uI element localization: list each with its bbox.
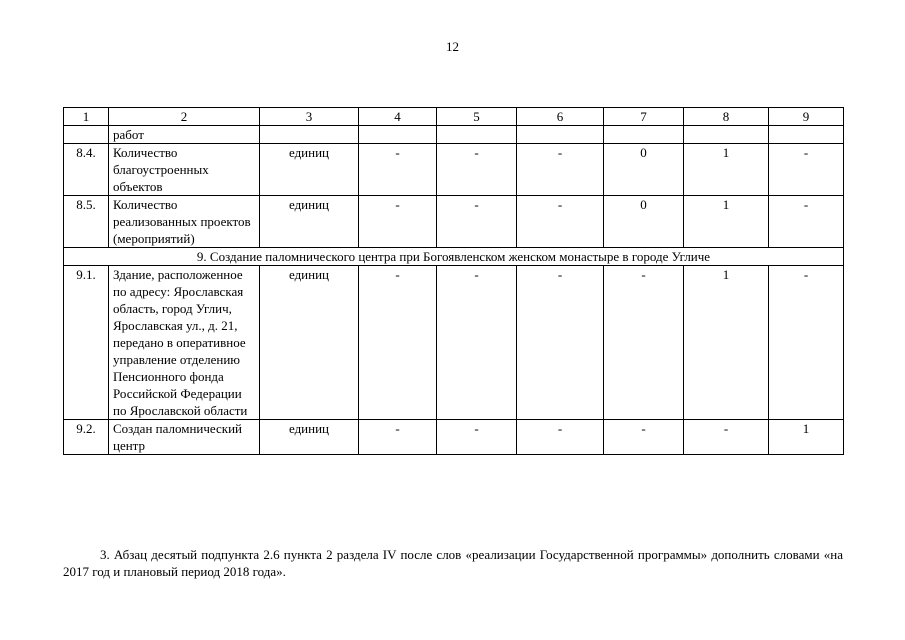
- value-cell: -: [517, 196, 604, 248]
- column-header: 4: [359, 108, 437, 126]
- section-title: 9. Создание паломнического центра при Богоявленском женском монастыре в городе Угличе: [64, 248, 844, 266]
- amendment-paragraph: 3. Абзац десятый подпункта 2.6 пункта 2 раздела IV после слов «реализации Государственной программы» дополнить словами «на 2017 год и плановый период 2018 года».: [63, 547, 843, 579]
- value-cell: [359, 126, 437, 144]
- column-header: 9: [769, 108, 844, 126]
- table-row-continuation: [64, 126, 844, 144]
- indicator-name-cell: Создан паломнический центр: [109, 420, 260, 455]
- value-cell: -: [604, 420, 684, 455]
- column-header: 3: [260, 108, 359, 126]
- column-header: 2: [109, 108, 260, 126]
- row-number-cell: [64, 126, 109, 144]
- column-header: 7: [604, 108, 684, 126]
- row-number-cell: 8.5.: [64, 196, 109, 248]
- column-header: 8: [684, 108, 769, 126]
- indicators-table: [63, 107, 844, 455]
- indicator-name-cell: Количество благоустроенных объектов: [109, 144, 260, 196]
- value-cell: [604, 126, 684, 144]
- value-cell: -: [437, 196, 517, 248]
- value-cell: -: [517, 420, 604, 455]
- value-cell: 1: [684, 196, 769, 248]
- value-cell: 1: [769, 420, 844, 455]
- table-row: [64, 144, 844, 196]
- value-cell: -: [604, 266, 684, 420]
- section-row: [64, 248, 844, 266]
- indicator-name-cell: Здание, расположенное по адресу: Ярославская область, город Углич, Ярославская ул., д. 21, передано в оперативное управление отделению Пенсионного фонда Российской Федерации по Ярославской области: [109, 266, 260, 420]
- value-cell: -: [769, 196, 844, 248]
- indicator-name-cell: Количество реализованных проектов (мероприятий): [109, 196, 260, 248]
- value-cell: [437, 126, 517, 144]
- value-cell: -: [437, 266, 517, 420]
- value-cell: -: [517, 144, 604, 196]
- value-cell: 0: [604, 144, 684, 196]
- row-number-cell: 9.2.: [64, 420, 109, 455]
- value-cell: -: [769, 266, 844, 420]
- value-cell: -: [359, 266, 437, 420]
- unit-cell: [260, 126, 359, 144]
- value-cell: -: [359, 144, 437, 196]
- value-cell: -: [769, 144, 844, 196]
- row-number-cell: 8.4.: [64, 144, 109, 196]
- unit-cell: единиц: [260, 196, 359, 248]
- column-header: 6: [517, 108, 604, 126]
- page-number: 12: [446, 39, 459, 54]
- column-header: 1: [64, 108, 109, 126]
- value-cell: 0: [604, 196, 684, 248]
- column-header: 5: [437, 108, 517, 126]
- value-cell: [769, 126, 844, 144]
- value-cell: 1: [684, 144, 769, 196]
- value-cell: -: [437, 420, 517, 455]
- table-row: [64, 196, 844, 248]
- table-header-row: [64, 108, 844, 126]
- unit-cell: единиц: [260, 144, 359, 196]
- indicator-name-cell: работ: [109, 126, 260, 144]
- value-cell: -: [517, 266, 604, 420]
- value-cell: 1: [684, 266, 769, 420]
- table-row: [64, 266, 844, 420]
- value-cell: -: [359, 420, 437, 455]
- value-cell: [517, 126, 604, 144]
- value-cell: -: [684, 420, 769, 455]
- value-cell: -: [359, 196, 437, 248]
- table-row: [64, 420, 844, 455]
- value-cell: -: [437, 144, 517, 196]
- value-cell: [684, 126, 769, 144]
- unit-cell: единиц: [260, 266, 359, 420]
- unit-cell: единиц: [260, 420, 359, 455]
- row-number-cell: 9.1.: [64, 266, 109, 420]
